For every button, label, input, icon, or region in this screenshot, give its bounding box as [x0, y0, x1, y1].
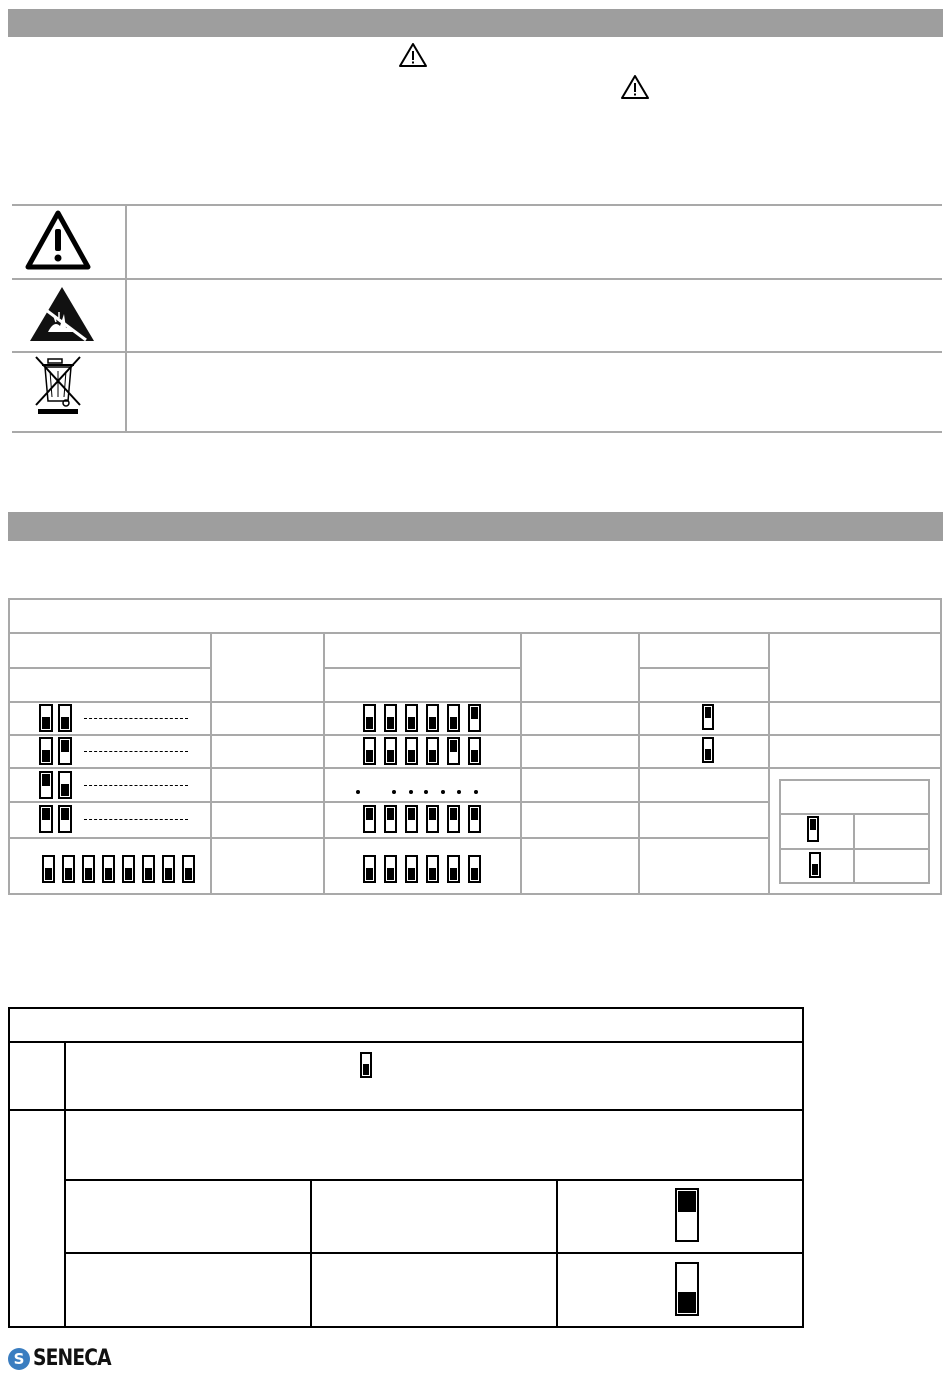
crossed-out-wheelie-bin-icon: [30, 355, 86, 417]
switch-dash-separator: [84, 785, 188, 786]
dip-switch-baudrate: [426, 737, 439, 765]
dip-switch-baudrate: [426, 704, 439, 732]
switch-dash-separator: [84, 819, 188, 820]
section-header-bar: [8, 9, 943, 37]
warning-triangle-icon: [398, 42, 428, 68]
dip-switch-on: [675, 1188, 699, 1242]
dip-switch-address: [142, 855, 155, 883]
dip-switch-address: [58, 737, 72, 765]
dip-switch-baudrate: [426, 805, 439, 833]
ellipsis-dot: [409, 790, 413, 794]
dip-switch-baudrate: [468, 704, 481, 732]
dip-switch-baudrate: [468, 737, 481, 765]
section-header-bar: [8, 512, 943, 541]
dip-switch-address: [58, 771, 72, 799]
dip-switch-address: [162, 855, 175, 883]
dip-switch-address: [39, 805, 53, 833]
dip-switch-baudrate: [447, 704, 460, 732]
dip-switch-baudrate: [384, 704, 397, 732]
dip-switch-address: [39, 704, 53, 732]
switch-dash-separator: [84, 718, 188, 719]
dip-switch-baudrate: [447, 855, 460, 883]
dip-switch-baudrate: [384, 855, 397, 883]
dip-switch-baudrate: [468, 805, 481, 833]
dip-switch-address: [39, 737, 53, 765]
dip-switch-address: [58, 805, 72, 833]
dip-switch-baudrate: [447, 737, 460, 765]
dip-switch-address: [42, 855, 55, 883]
ellipsis-dot: [441, 790, 445, 794]
dip-switch-baudrate: [363, 805, 376, 833]
dip-switch-baudrate: [384, 805, 397, 833]
warning-triangle-icon: [24, 209, 92, 271]
dip-switch-address: [62, 855, 75, 883]
ellipsis-dot: [424, 790, 428, 794]
dip-switch-baudrate: [426, 855, 439, 883]
dip-switch-baudrate: [405, 855, 418, 883]
seneca-logo-text: SENECA: [33, 1346, 111, 1371]
dip-switch-off: [675, 1262, 699, 1316]
dip-switch-baudrate: [405, 805, 418, 833]
warning-triangle-icon: [620, 74, 650, 100]
dip-switch-address: [82, 855, 95, 883]
seneca-logo: [8, 1346, 125, 1371]
ellipsis-dot: [392, 790, 396, 794]
dip-switch-termination: [702, 737, 714, 763]
dip-switch-legend-off: [809, 852, 821, 878]
seneca-logo-mark: S: [8, 1348, 30, 1370]
dip-switch-inline: [360, 1052, 372, 1078]
ellipsis-dot: [356, 790, 360, 794]
dip-switch-termination: [702, 704, 714, 730]
dip-switch-baudrate: [363, 704, 376, 732]
dip-switch-baudrate: [363, 855, 376, 883]
dip-switch-baudrate: [468, 855, 481, 883]
dip-switch-address: [182, 855, 195, 883]
dip-switch-address: [102, 855, 115, 883]
esd-sensitive-icon: [28, 284, 96, 344]
switch-dash-separator: [84, 751, 188, 752]
dip-switch-address: [58, 704, 72, 732]
dip-switch-address: [39, 771, 53, 799]
ellipsis-dot: [474, 790, 478, 794]
dip-switch-baudrate: [363, 737, 376, 765]
dip-switch-address: [122, 855, 135, 883]
dip-switch-baudrate: [384, 737, 397, 765]
dip-switch-legend-on: [807, 816, 819, 842]
dip-switch-baudrate: [405, 704, 418, 732]
dip-switch-baudrate: [405, 737, 418, 765]
dip-switch-baudrate: [447, 805, 460, 833]
ellipsis-dot: [457, 790, 461, 794]
